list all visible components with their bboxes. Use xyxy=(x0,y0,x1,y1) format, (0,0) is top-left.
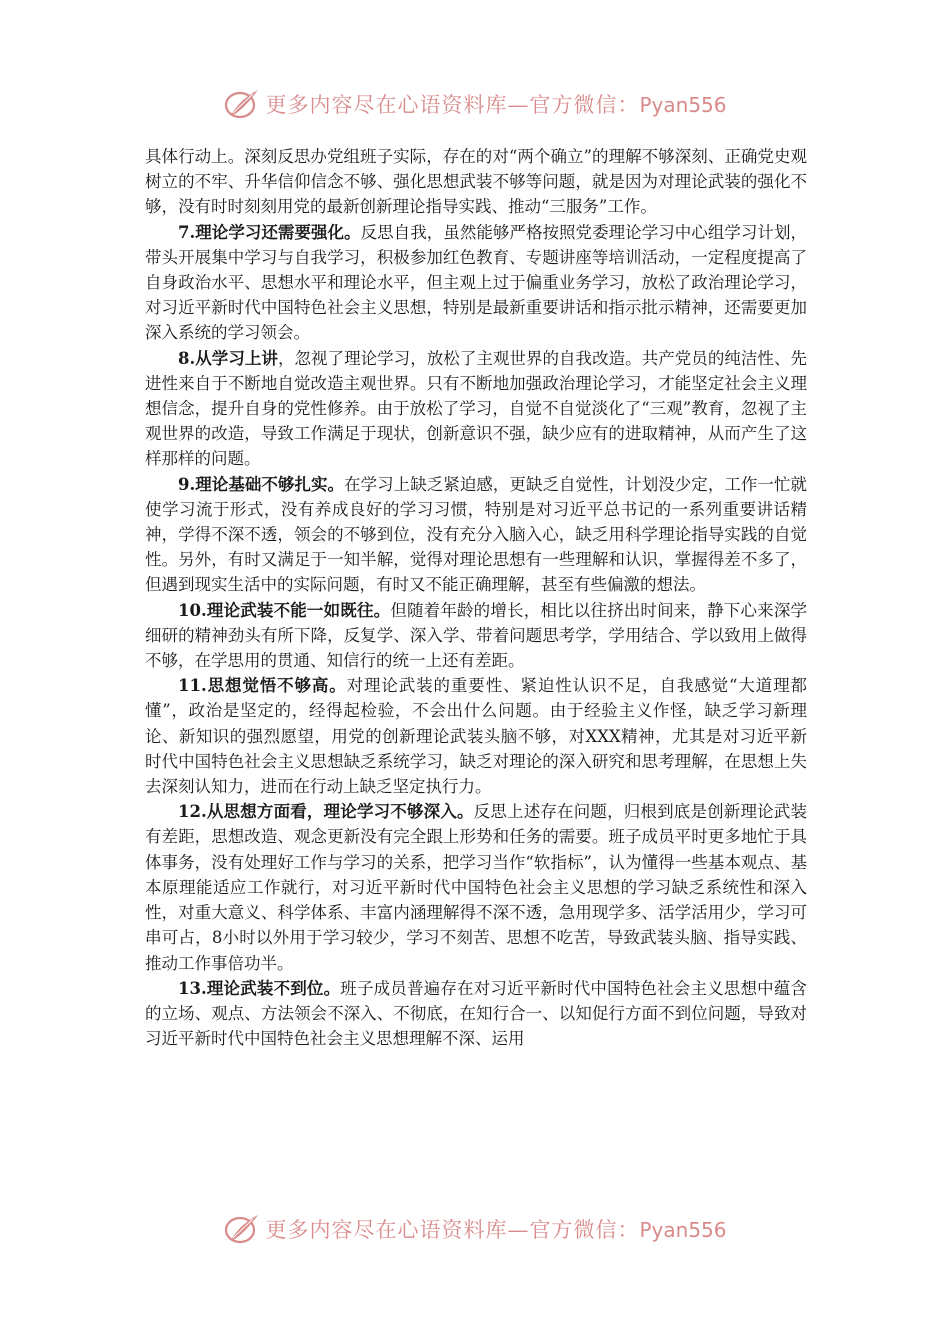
paragraph-body: 在学习上缺乏紧迫感，更缺乏自觉性，计划没少定，工作一忙就使学习流于形式，没有养成良好的学习习惯，特别是对习近平总书记的一系列重要讲话精神，学得不深不透，领会的不够到位，没有充分入脑入心，缺乏用科学理论指导实践的自觉性。另外，有时又满足于一知半解，觉得对理论思想有一些理解和认识，掌握得差不多了，但遇到现实生活中的实际问题，有时又不能正确理解，甚至有些偏激的想法。 xyxy=(145,474,808,595)
paragraph-13 xyxy=(145,976,807,1052)
paragraph-heading: 11.思想觉悟不够高。 xyxy=(178,676,347,696)
paragraph-body: 具体行动上。深刻反思办党组班子实际，存在的对“两个确立”的理解不够深刻、正确党史观树立的不牢、升华信仰信念不够、强化思想武装不够等问题，就是因为对理论武装的强化不够，没有时时刻刻用党的最新创新理论指导实践、推动“三服务”工作。 xyxy=(145,147,807,217)
paragraph-12 xyxy=(145,799,807,975)
paragraph-11 xyxy=(145,673,807,799)
header-watermark xyxy=(0,84,950,124)
paragraph-9 xyxy=(145,472,807,598)
footer-watermark xyxy=(0,1209,950,1249)
paragraph-10 xyxy=(145,598,807,674)
paragraph-7 xyxy=(145,220,807,346)
paragraph-heading: 12.从思想方面看，理论学习不够深入。 xyxy=(178,802,474,822)
paragraph-8 xyxy=(145,346,807,472)
feather-pen-icon xyxy=(223,87,261,121)
paragraph-body: 反思上述存在问题，归根到底是创新理论武装有差距，思想改造、观念更新没有完全跟上形势和任务的需要。班子成员平时更多地忙于具体事务，没有处理好工作与学习的关系，把学习当作“软指标”，认为懂得一些基本观点、基本原理能适应工作就行，对习近平新时代中国特色社会主义思想的学习缺乏系统性和深入性，对重大意义、科学体系、丰富内涵理解得不深不透，急用现学多、活学活用少，学习可串可占，8小时以外用于学习较少，学习不刻苦、思想不吃苦，导致武装头脑、指导实践、推动工作事倍功半。 xyxy=(145,802,807,973)
paragraph-heading: 13.理论武装不到位。 xyxy=(178,978,341,998)
paragraph-heading: 7.理论学习还需要强化。 xyxy=(178,222,361,242)
paragraph-body: 反思自我，虽然能够严格按照党委理论学习中心组学习计划，带头开展集中学习与自我学习，积极参加红色教育、专题讲座等培训活动，一定程度提高了自身政治水平、思想水平和理论水平，但主观上过于偏重业务学习，放松了政治理论学习，对习近平新时代中国特色社会主义思想，特别是最新重要讲话和指示批示精神，还需要更加深入系统的学习领会。 xyxy=(145,222,807,343)
paragraph-heading: 9.理论基础不够扎实。 xyxy=(178,474,345,494)
document-body xyxy=(145,144,807,1051)
paragraph-heading: 10.理论武装不能一如既往。 xyxy=(178,600,391,620)
paragraph-continuation xyxy=(145,144,807,220)
paragraph-heading: 8.从学习上讲 xyxy=(178,348,278,368)
paragraph-body: ，忽视了理论学习，放松了主观世界的自我改造。共产党员的纯洁性、先进性来自于不断地自觉改造主观世界。只有不断地加强政治理论学习，才能坚定社会主义理想信念，提升自身的党性修养。由于放松了学习，自觉不自觉淡化了“三观”教育，忽视了主观世界的改造，导致工作满足于现状，创新意识不强，缺少应有的进取精神，从而产生了这样那样的问题。 xyxy=(145,348,807,469)
watermark-text: 更多内容尽在心语资料库—官方微信：Pyan556 xyxy=(265,93,727,117)
watermark-text: 更多内容尽在心语资料库—官方微信：Pyan556 xyxy=(265,1218,727,1242)
watermark-handle: Pyan556 xyxy=(639,1218,727,1242)
paragraph-body: 但随着年龄的增长，相比以往挤出时间来，静下心来深学细研的精神劲头有所下降，反复学、深入学、带着问题思考学，学用结合、学以致用上做得不够，在学思用的贯通、知信行的统一上还有差距。 xyxy=(145,600,808,671)
paragraph-body: 班子成员普遍存在对习近平新时代中国特色社会主义思想中蕴含的立场、观点、方法领会不深入、不彻底，在知行合一、以知促行方面不到位问题，导致对习近平新时代中国特色社会主义思想理解不深、运用 xyxy=(145,978,807,1049)
feather-pen-icon xyxy=(223,1212,261,1246)
watermark-handle: Pyan556 xyxy=(639,93,727,117)
paragraph-body: 对理论武装的重要性、紧迫性认识不足，自我感觉“大道理都懂”，政治是坚定的，经得起检验，不会出什么问题。由于经验主义作怪，缺乏学习新理论、新知识的强烈愿望，用党的创新理论武装头脑不够，对XXX精神，尤其是对习近平新时代中国特色社会主义思想缺乏系统学习，缺乏对理论的深入研究和思考理解，在思想上失去深刻认知力，进而在行动上缺乏坚定执行力。 xyxy=(145,676,807,797)
